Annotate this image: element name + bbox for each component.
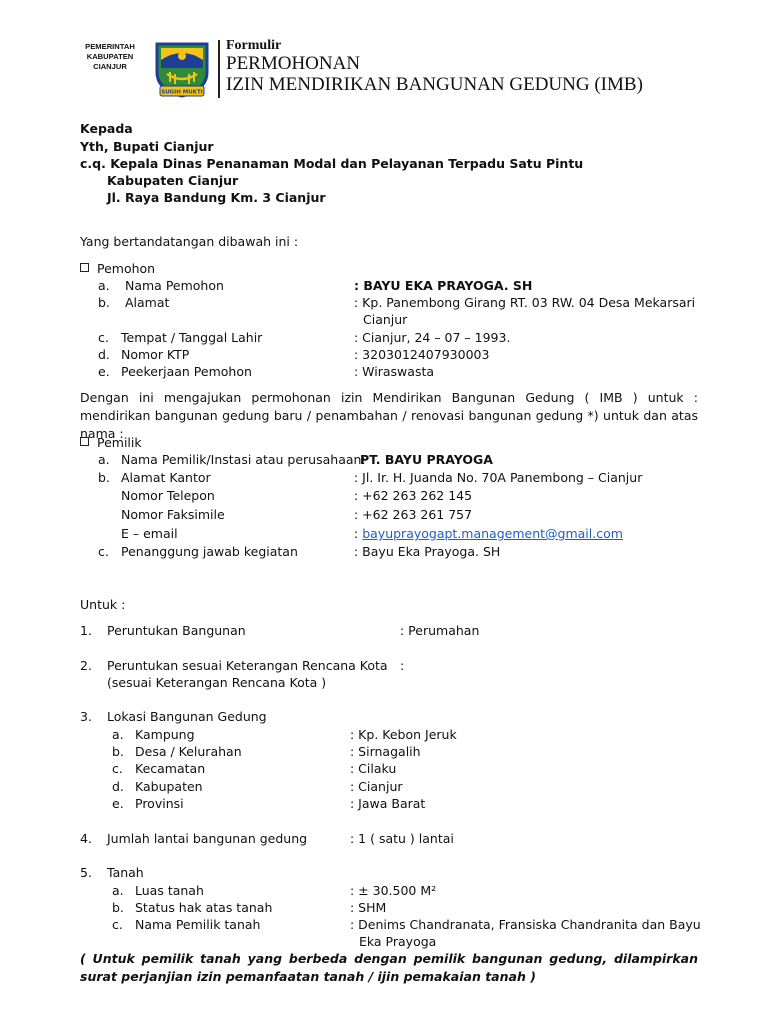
lokasi-row-value: : Kp. Kebon Jeruk — [350, 727, 457, 742]
footnote: ( Untuk pemilik tanah yang berbeda dengan pemilik bangunan gedung, dilampirkan surat perjanjian izin pemanfaatan tanah / ijin pemakaian tanah ) — [80, 951, 698, 984]
kepada-label: Kepada — [80, 121, 133, 136]
pemilik-row-index: b. — [98, 470, 110, 485]
pemohon-row-value: : 3203012407930003 — [354, 347, 490, 362]
item-1-label: Peruntukan Bangunan — [107, 623, 246, 638]
pemilik-row-value: : +62 263 262 145 — [354, 488, 473, 503]
lokasi-row-value: : Cilaku — [350, 761, 397, 776]
pemohon-row-label: Nama Pemohon — [125, 278, 224, 293]
pemohon-row-value: : Kp. Panembong Girang RT. 03 RW. 04 Desa Mekarsari — [354, 295, 696, 310]
lokasi-row-value: : Jawa Barat — [350, 796, 426, 811]
jalan-line: Jl. Raya Bandung Km. 3 Cianjur — [107, 190, 326, 205]
pemilik-row-value: PT. BAYU PRAYOGA — [360, 452, 493, 467]
item-2-value: : — [400, 658, 405, 673]
pemohon-row-label: Tempat / Tanggal Lahir — [121, 330, 263, 345]
header-divider — [218, 40, 220, 98]
pemohon-row-index: a. — [98, 278, 110, 293]
tanah-row-index: c. — [112, 917, 123, 932]
item-3-number: 3. — [80, 709, 92, 724]
pemilik-row-label: E – email — [121, 526, 178, 541]
checkbox-icon — [80, 263, 89, 272]
lokasi-row-label: Kabupaten — [135, 779, 203, 794]
title-imb: IZIN MENDIRIKAN BANGUNAN GEDUNG (IMB) — [226, 74, 643, 95]
logo-motto: SUGIH MUKTI — [161, 89, 203, 96]
pemilik-row-label: Nomor Telepon — [121, 488, 215, 503]
lokasi-row-index: b. — [112, 744, 124, 759]
tanah-row-label: Nama Pemilik tanah — [135, 917, 261, 932]
lokasi-row-label: Provinsi — [135, 796, 184, 811]
tanah-row-value-continued: Eka Prayoga — [359, 934, 437, 949]
kabupaten-line: Kabupaten Cianjur — [107, 173, 239, 188]
pemohon-heading-label: Pemohon — [97, 261, 156, 276]
item-2-label: Peruntukan sesuai Keterangan Rencana Kota — [107, 658, 388, 673]
pemohon-row-index: c. — [98, 330, 109, 345]
pemilik-row-label: Penanggung jawab kegiatan — [121, 544, 298, 559]
request-paragraph: Dengan ini mengajukan permohonan izin Mendirikan Bangunan Gedung ( IMB ) untuk : mendirikan bangunan gedung baru / penambahan / renovasi bangunan gedung *) untuk dan atas nama : — [80, 390, 698, 441]
gov-line-1: PEMERINTAH — [85, 42, 135, 51]
item-2-number: 2. — [80, 658, 92, 673]
yth-line: Yth, Bupati Cianjur — [80, 139, 214, 154]
email-link[interactable]: bayuprayogapt.management@gmail.com — [362, 526, 623, 541]
cq-line: c.q. Kepala Dinas Penanaman Modal dan Pelayanan Terpadu Satu Pintu — [80, 156, 584, 171]
lokasi-row-value: : Sirnagalih — [350, 744, 421, 759]
pemohon-row-label: Alamat — [125, 295, 170, 310]
item-4-number: 4. — [80, 831, 92, 846]
pemilik-heading-label: Pemilik — [97, 435, 142, 450]
lokasi-row-label: Desa / Kelurahan — [135, 744, 242, 759]
pemilik-row-label: Nomor Faksimile — [121, 507, 225, 522]
tanah-row-value: : Denims Chandranata, Fransiska Chandranita dan Bayu — [350, 917, 701, 932]
tanah-row-index: a. — [112, 883, 124, 898]
government-label — [76, 42, 144, 72]
lokasi-row-index: d. — [112, 779, 124, 794]
item-5-label: Tanah — [107, 865, 144, 880]
item-4-label: Jumlah lantai bangunan gedung — [107, 831, 308, 846]
pemilik-row-value: : +62 263 261 757 — [354, 507, 473, 522]
item-1-number: 1. — [80, 623, 92, 638]
pemilik-row-value: : Bayu Eka Prayoga. SH — [354, 544, 501, 559]
pemilik-row-label: Alamat Kantor — [121, 470, 211, 485]
item-2-sub: (sesuai Keterangan Rencana Kota ) — [107, 675, 327, 690]
pemilik-row-label: Nama Pemilik/Instasi atau perusahaan: — [121, 452, 366, 467]
gov-line-3: CIANJUR — [93, 62, 127, 71]
item-4-value: : 1 ( satu ) lantai — [350, 831, 454, 846]
pemilik-heading — [80, 434, 142, 451]
pemilik-row-value: : Jl. Ir. H. Juanda No. 70A Panembong – Cianjur — [354, 470, 643, 485]
pemilik-row-value — [354, 525, 623, 542]
pemohon-row-value-continued: Cianjur — [363, 312, 408, 327]
tanah-row-value: : SHM — [350, 900, 387, 915]
checkbox-icon — [80, 437, 89, 446]
pemohon-row-value: : Cianjur, 24 – 07 – 1993. — [354, 330, 511, 345]
form-label: Formulir — [226, 38, 282, 53]
intro-text: Yang bertandatangan dibawah ini : — [80, 234, 299, 249]
lokasi-row-index: e. — [112, 796, 124, 811]
tanah-row-label: Status hak atas tanah — [135, 900, 273, 915]
title-permohonan: PERMOHONAN — [226, 53, 361, 74]
tanah-row-label: Luas tanah — [135, 883, 204, 898]
gov-line-2: KABUPATEN — [86, 52, 134, 61]
pemohon-row-index: d. — [98, 347, 110, 362]
pemilik-row-index: c. — [98, 544, 109, 559]
item-3-label: Lokasi Bangunan Gedung — [107, 709, 267, 724]
lokasi-row-label: Kecamatan — [135, 761, 206, 776]
untuk-heading: Untuk : — [80, 597, 126, 612]
lokasi-row-index: a. — [112, 727, 124, 742]
pemohon-row-index: e. — [98, 364, 110, 379]
email-colon: : — [354, 526, 359, 541]
lokasi-row-index: c. — [112, 761, 123, 776]
pemohon-row-index: b. — [98, 295, 110, 310]
lokasi-row-label: Kampung — [135, 727, 195, 742]
pemohon-row-label: Peekerjaan Pemohon — [121, 364, 252, 379]
tanah-row-value: : ± 30.500 M² — [350, 883, 437, 898]
pemohon-row-value: : BAYU EKA PRAYOGA. SH — [354, 278, 533, 293]
pemilik-row-index: a. — [98, 452, 110, 467]
pemohon-row-label: Nomor KTP — [121, 347, 190, 362]
pemohon-row-value: : Wiraswasta — [354, 364, 435, 379]
tanah-row-index: b. — [112, 900, 124, 915]
lokasi-row-value: : Cianjur — [350, 779, 403, 794]
pemohon-heading — [80, 260, 155, 277]
item-5-number: 5. — [80, 865, 92, 880]
item-1-value: : Perumahan — [400, 623, 480, 638]
cianjur-logo — [153, 38, 211, 100]
